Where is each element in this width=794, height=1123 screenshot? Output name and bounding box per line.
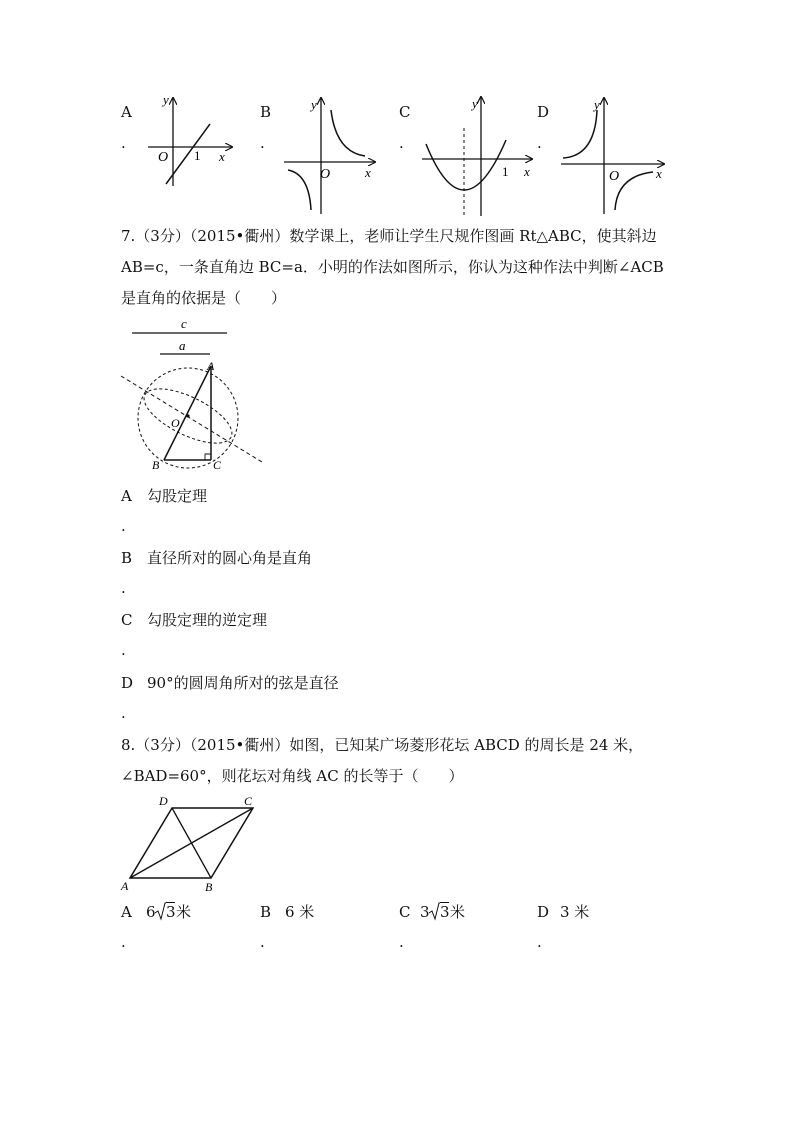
- label-o: O: [171, 416, 180, 430]
- q8-option-b-letter: B: [260, 903, 272, 921]
- q6-graph-b: [280, 92, 380, 218]
- q8-stem-line-2: ∠BAD=60°，则花坛对角线 AC 的长等于（ ）: [121, 767, 464, 785]
- q7-option-b-dot: .: [121, 579, 126, 597]
- q7-stem-line-1: 7.（3分）（2015•衢州）数学课上，老师让学生尺规作图画 Rt△ABC，使其斜边: [121, 227, 657, 245]
- q8-option-d-dot: .: [537, 933, 542, 951]
- q6-option-a-letter[interactable]: A: [121, 103, 132, 121]
- right-angle-mark: [205, 454, 211, 460]
- q7-option-d-letter: D: [121, 674, 134, 692]
- hyperbola-branch-2: [288, 170, 311, 210]
- q6-graph-d: [557, 92, 669, 218]
- q6-option-c-letter[interactable]: C: [399, 103, 411, 121]
- q7-option-d-dot: .: [121, 704, 126, 722]
- q8-option-c-coef: 3: [420, 903, 430, 921]
- q8-option-b-dot: .: [260, 933, 265, 951]
- y-label: y: [472, 96, 478, 111]
- seg-a-label: a: [179, 338, 186, 353]
- q6-graph-a: [140, 90, 240, 190]
- q7-option-c-letter: C: [121, 611, 133, 629]
- q6-graph-c: [418, 92, 538, 218]
- q7-option-d-text: 90°的圆周角所对的弦是直径: [147, 674, 339, 692]
- q8-option-d-text: 3 米: [560, 903, 590, 921]
- q7-option-c-dot: .: [121, 641, 126, 659]
- seg-c-label: c: [181, 316, 187, 331]
- q8-figure: [115, 790, 275, 896]
- label-d: D: [159, 794, 168, 808]
- radical-sign-icon: [429, 902, 440, 921]
- x-label: x: [365, 165, 371, 180]
- x-label: x: [656, 166, 662, 181]
- q8-option-a-unit: 米: [176, 903, 192, 921]
- hyperbola-branch-2: [615, 172, 653, 210]
- origin-label: O: [609, 169, 620, 184]
- x-label: x: [524, 164, 530, 179]
- q7-option-a-letter: A: [121, 487, 132, 505]
- q8-option-a-radicand: 3: [166, 903, 176, 921]
- x-label: x: [219, 149, 225, 164]
- q7-option-c-text: 勾股定理的逆定理: [147, 611, 268, 629]
- q7-option-a-dot: .: [121, 517, 126, 535]
- label-b: B: [152, 458, 160, 472]
- q7-stem-line-2: AB=c，一条直角边 BC=a．小明的作法如图所示，你认为这种作法中判断∠ACB: [121, 258, 664, 276]
- y-label: y: [594, 97, 600, 112]
- q7-stem-line-3: 是直角的依据是（ ）: [121, 289, 287, 307]
- center-point: [186, 414, 189, 417]
- one-label: 1: [194, 148, 201, 163]
- perpendicular-bisector: [121, 376, 262, 462]
- y-label: y: [311, 97, 317, 112]
- label-a: A: [207, 359, 215, 373]
- radical-sign-icon: [155, 902, 166, 921]
- q6-option-a-dot: .: [121, 134, 126, 152]
- q8-option-d-letter: D: [537, 903, 550, 921]
- one-label: 1: [502, 164, 509, 179]
- q7-option-a-text: 勾股定理: [147, 487, 208, 505]
- q8-option-c-dot: .: [399, 933, 404, 951]
- q6-option-b-dot: .: [260, 134, 265, 152]
- q7-option-b-letter: B: [121, 549, 133, 567]
- label-c: C: [244, 794, 253, 808]
- segment-ab: [164, 366, 211, 460]
- q8-option-a-coef: 6: [146, 903, 156, 921]
- origin-label: O: [158, 150, 169, 165]
- origin-label: O: [320, 167, 331, 182]
- q8-option-a-dot: .: [121, 933, 126, 951]
- label-b: B: [205, 880, 213, 894]
- label-a: A: [121, 879, 129, 893]
- q8-option-a-letter: A: [121, 903, 132, 921]
- diagonal-bd: [172, 808, 211, 878]
- q8-option-c-unit: 米: [450, 903, 466, 921]
- q6-option-c-dot: .: [399, 134, 404, 152]
- q7-option-b-text: 直径所对的圆心角是直角: [147, 549, 313, 567]
- q8-option-c-radicand: 3: [440, 903, 450, 921]
- q7-figure: [115, 314, 270, 474]
- q8-option-b-text: 6 米: [285, 903, 315, 921]
- parabola: [426, 140, 506, 190]
- q8-stem-line-1: 8.（3分）（2015•衢州）如图，已知某广场菱形花坛 ABCD 的周长是 24 米，: [121, 736, 644, 754]
- q8-option-c-letter: C: [399, 903, 411, 921]
- hyperbola-branch-1: [331, 110, 365, 156]
- label-c: C: [213, 458, 222, 472]
- hyperbola-branch-1: [563, 110, 597, 158]
- y-label: y: [163, 92, 169, 107]
- q6-option-d-letter[interactable]: D: [537, 103, 550, 121]
- q6-option-b-letter[interactable]: B: [260, 103, 272, 121]
- circle-o: [138, 368, 238, 468]
- q6-option-d-dot: .: [537, 134, 542, 152]
